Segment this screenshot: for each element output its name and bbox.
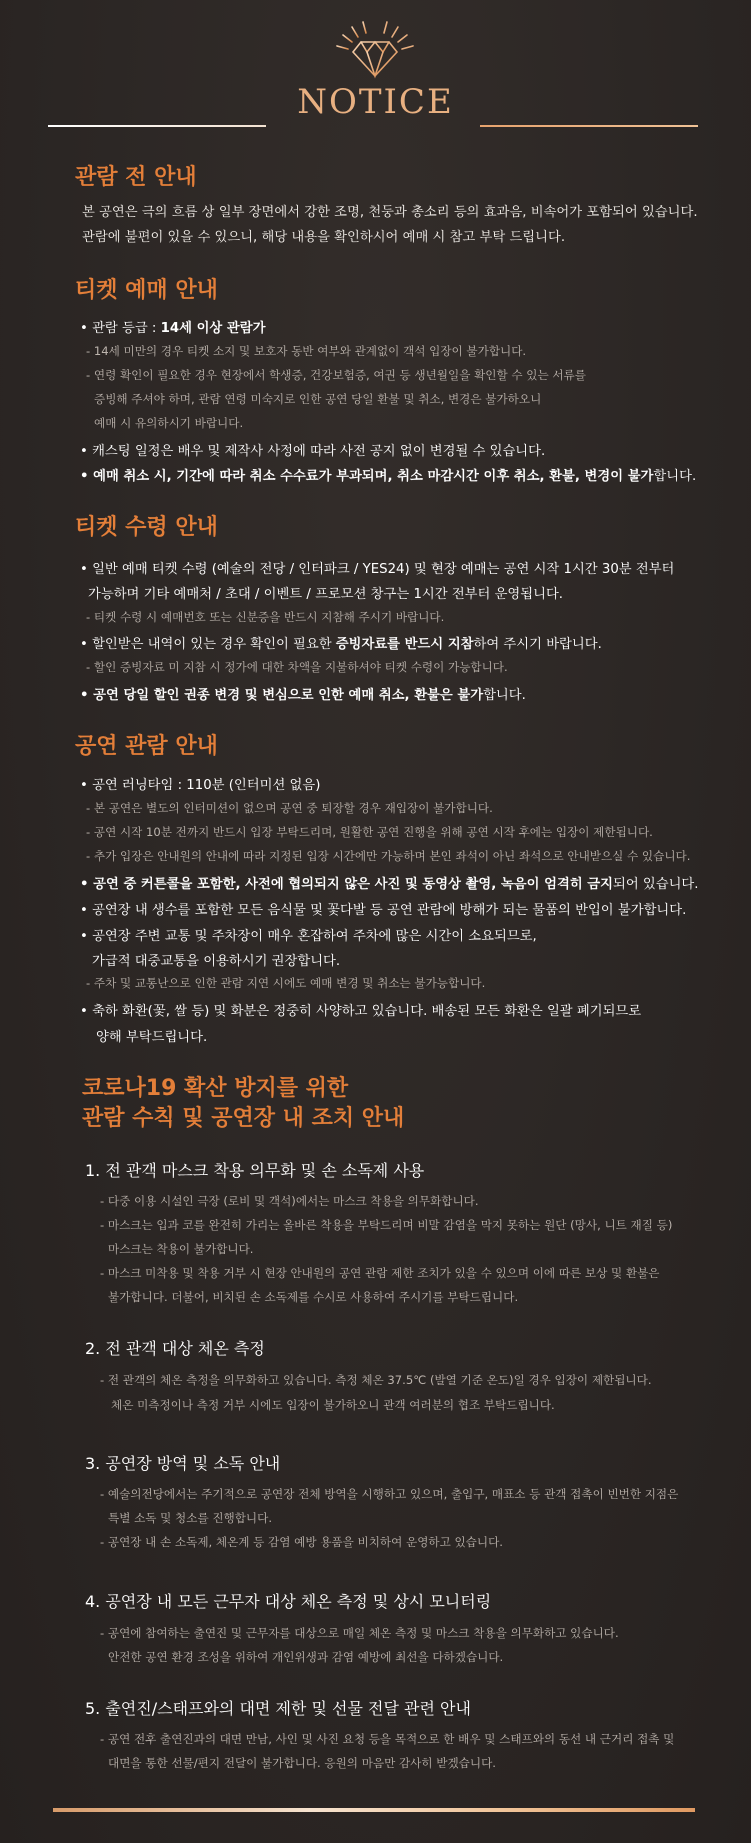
bullet-item: • 공연장 내 생수를 포함한 모든 음식물 및 꽃다발 등 공연 관람에 방해가 되는 물품의 반입이 불가합니다. — [80, 903, 687, 918]
bullet-strong-text: • 공연 중 커튼콜을 포함한, 사전에 협의되지 않은 사진 및 동영상 촬영, 녹음이 엄격히 금지 — [80, 877, 613, 892]
detail-text: 마스크는 착용이 불가합니다. — [108, 1242, 254, 1256]
detail-text: - 주차 및 교통난으로 인한 관람 지연 시에도 예매 변경 및 취소는 불가능합니다. — [86, 976, 486, 990]
notice-header — [0, 0, 751, 140]
bullet-item: • 축하 화환(꽃, 쌀 등) 및 화분은 정중히 사양하고 있습니다. 배송된 모든 화환은 일괄 폐기되므로 — [80, 1004, 642, 1019]
section-performance-viewing-title: 공연 관람 안내 — [75, 734, 218, 759]
detail-text: - 티켓 수령 시 예매번호 또는 신분증을 반드시 지참해 주시기 바랍니다. — [86, 610, 445, 624]
detail-text: - 전 관객의 체온 측정을 의무화하고 있습니다. 측정 체온 37.5℃ (발열 기준 온도)일 경우 입장이 제한됩니다. — [100, 1373, 652, 1387]
section-text: 본 공연은 극의 흐름 상 일부 장면에서 강한 조명, 천둥과 총소리 등의 효과음, 비속어가 포함되어 있습니다. — [82, 205, 698, 220]
covid-item-mask-title: 1. 전 관객 마스크 착용 의무화 및 손 소독제 사용 — [85, 1161, 425, 1180]
header-rule-left — [48, 125, 266, 127]
bullet-item — [80, 873, 699, 892]
header-rule-right — [480, 125, 698, 127]
bullet-item — [80, 465, 696, 484]
detail-text: 체온 미측정이나 측정 거부 시에도 입장이 불가하오니 관객 여러분의 협조 부탁드립니다. — [111, 1398, 555, 1412]
covid-item-temperature-title: 2. 전 관객 대상 체온 측정 — [85, 1339, 265, 1358]
bullet-text: 하여 주시기 바랍니다. — [473, 637, 602, 652]
detail-text: - 공연 전후 출연진과의 대면 만남, 사인 및 사진 요청 등을 목적으로 한 배우 및 스태프와의 동선 내 근거리 접촉 및 — [100, 1732, 675, 1746]
covid-section-title — [82, 1074, 404, 1134]
covid-title-line2: 관람 수칙 및 공연장 내 조치 안내 — [82, 1106, 405, 1131]
detail-text: - 추가 입장은 안내원의 안내에 따라 지정된 입장 시간에만 가능하며 본인 좌석이 아닌 좌석으로 안내받으실 수 있습니다. — [86, 849, 691, 863]
bullet-continuation: 양해 부탁드립니다. — [96, 1030, 208, 1045]
bullet-strong-text: • 공연 당일 할인 권종 변경 및 변심으로 인한 예매 취소, 환불은 불가 — [80, 688, 484, 703]
bullet-text: • 관람 등급 : — [80, 321, 161, 336]
detail-text: 안전한 공연 환경 조성을 위하여 개인위생과 감염 예방에 최선을 다하겠습니다. — [108, 1650, 504, 1664]
bullet-item: • 일반 예매 티켓 수령 (예술의 전당 / 인터파크 / YES24) 및 현장 예매는 공연 시작 1시간 30분 전부터 — [80, 562, 675, 577]
bullet-text: 합니다. — [483, 688, 526, 703]
detail-text: - 다중 이용 시설인 극장 (로비 및 객석)에서는 마스크 착용을 의무화합니다. — [100, 1194, 479, 1208]
footer-rule — [53, 1808, 695, 1812]
covid-item-staff-monitoring-title: 4. 공연장 내 모든 근무자 대상 체온 측정 및 상시 모니터링 — [85, 1592, 492, 1611]
covid-item-contact-restriction-title: 5. 출연진/스태프와의 대면 제한 및 선물 전달 관련 안내 — [85, 1699, 471, 1718]
detail-text: 대면을 통한 선물/편지 전달이 불가합니다. 응원의 마음만 감사히 받겠습니다. — [108, 1756, 496, 1770]
detail-text: - 연령 확인이 필요한 경우 현장에서 학생증, 건강보험증, 여권 등 생년월일을 확인할 수 있는 서류를 — [86, 368, 586, 382]
section-before-viewing-title: 관람 전 안내 — [75, 165, 197, 190]
detail-text: - 본 공연은 별도의 인터미션이 없으며 공연 중 퇴장할 경우 재입장이 불가합니다. — [86, 801, 493, 815]
covid-title-line1: 코로나19 확산 방지를 위한 — [82, 1076, 349, 1101]
detail-text: - 마스크 미착용 및 착용 거부 시 현장 안내원의 공연 관람 제한 조치가 있을 수 있으며 이에 따른 보상 및 환불은 — [100, 1266, 660, 1280]
detail-text: - 공연장 내 손 소독제, 체온계 등 감염 예방 용품을 비치하여 운영하고 있습니다. — [100, 1535, 503, 1549]
detail-text: 예매 시 유의하시기 바랍니다. — [94, 416, 244, 430]
bullet-item — [80, 684, 526, 703]
section-ticket-pickup-title: 티켓 수령 안내 — [75, 515, 218, 540]
bullet-strong-text: • 예매 취소 시, 기간에 따라 취소 수수료가 부과되며, 취소 마감시간 이후 취소, 환불, 변경이 불가 — [80, 469, 654, 484]
detail-text: - 공연 시작 10분 전까지 반드시 입장 부탁드리며, 원활한 공연 진행을 위해 공연 시작 후에는 입장이 제한됩니다. — [86, 825, 653, 839]
bullet-text: 합니다. — [653, 469, 697, 484]
detail-text: - 14세 미만의 경우 티켓 소지 및 보호자 동반 여부와 관계없이 객석 입장이 불가합니다. — [86, 344, 527, 358]
bullet-continuation: 가능하며 기타 예매처 / 초대 / 이벤트 / 프로모션 창구는 1시간 전부터 운영됩니다. — [88, 587, 564, 602]
notice-title: NOTICE — [297, 82, 454, 122]
diamond-icon — [327, 18, 423, 80]
bullet-strong-text: 증빙자료를 반드시 지참 — [335, 637, 474, 652]
bullet-text: • 할인받은 내역이 있는 경우 확인이 필요한 — [80, 637, 336, 652]
bullet-item — [80, 633, 602, 652]
bullet-item: • 공연 러닝타임 : 110분 (인터미션 없음) — [80, 778, 321, 793]
detail-text: - 할인 증빙자료 미 지참 시 정가에 대한 차액을 지불하셔야 티켓 수령이 가능합니다. — [86, 660, 508, 674]
detail-text: 특별 소독 및 청소를 진행합니다. — [108, 1511, 273, 1525]
covid-item-disinfection-title: 3. 공연장 방역 및 소독 안내 — [85, 1454, 281, 1473]
detail-text: - 공연에 참여하는 출연진 및 근무자를 대상으로 매일 체온 측정 및 마스크 착용을 의무화하고 있습니다. — [100, 1626, 619, 1640]
bullet-continuation: 가급적 대중교통을 이용하시기 권장합니다. — [92, 954, 341, 969]
bullet-item — [80, 317, 265, 336]
bullet-item: • 캐스팅 일정은 배우 및 제작사 사정에 따라 사전 공지 없이 변경될 수 있습니다. — [80, 444, 546, 459]
section-ticket-booking-title: 티켓 예매 안내 — [75, 278, 218, 303]
bullet-item: • 공연장 주변 교통 및 주차장이 매우 혼잡하여 주차에 많은 시간이 소요되므로, — [80, 929, 537, 944]
detail-text: 증빙해 주셔야 하며, 관람 연령 미숙지로 인한 공연 당일 환불 및 취소, 변경은 불가하오니 — [94, 392, 542, 406]
age-rating: 14세 이상 관람가 — [160, 321, 266, 336]
section-text: 관람에 불편이 있을 수 있으니, 해당 내용을 확인하시어 예매 시 참고 부탁 드립니다. — [82, 230, 566, 245]
detail-text: - 예술의전당에서는 주기적으로 공연장 전체 방역을 시행하고 있으며, 출입구, 매표소 등 관객 접촉이 빈번한 지점은 — [100, 1487, 679, 1501]
bullet-text: 되어 있습니다. — [612, 877, 699, 892]
detail-text: 불가합니다. 더불어, 비치된 손 소독제를 수시로 사용하여 주시기를 부탁드립니다. — [108, 1290, 519, 1304]
detail-text: - 마스크는 입과 코를 완전히 가리는 올바른 착용을 부탁드리며 비말 감염을 막지 못하는 원단 (망사, 니트 재질 등) — [100, 1218, 673, 1232]
